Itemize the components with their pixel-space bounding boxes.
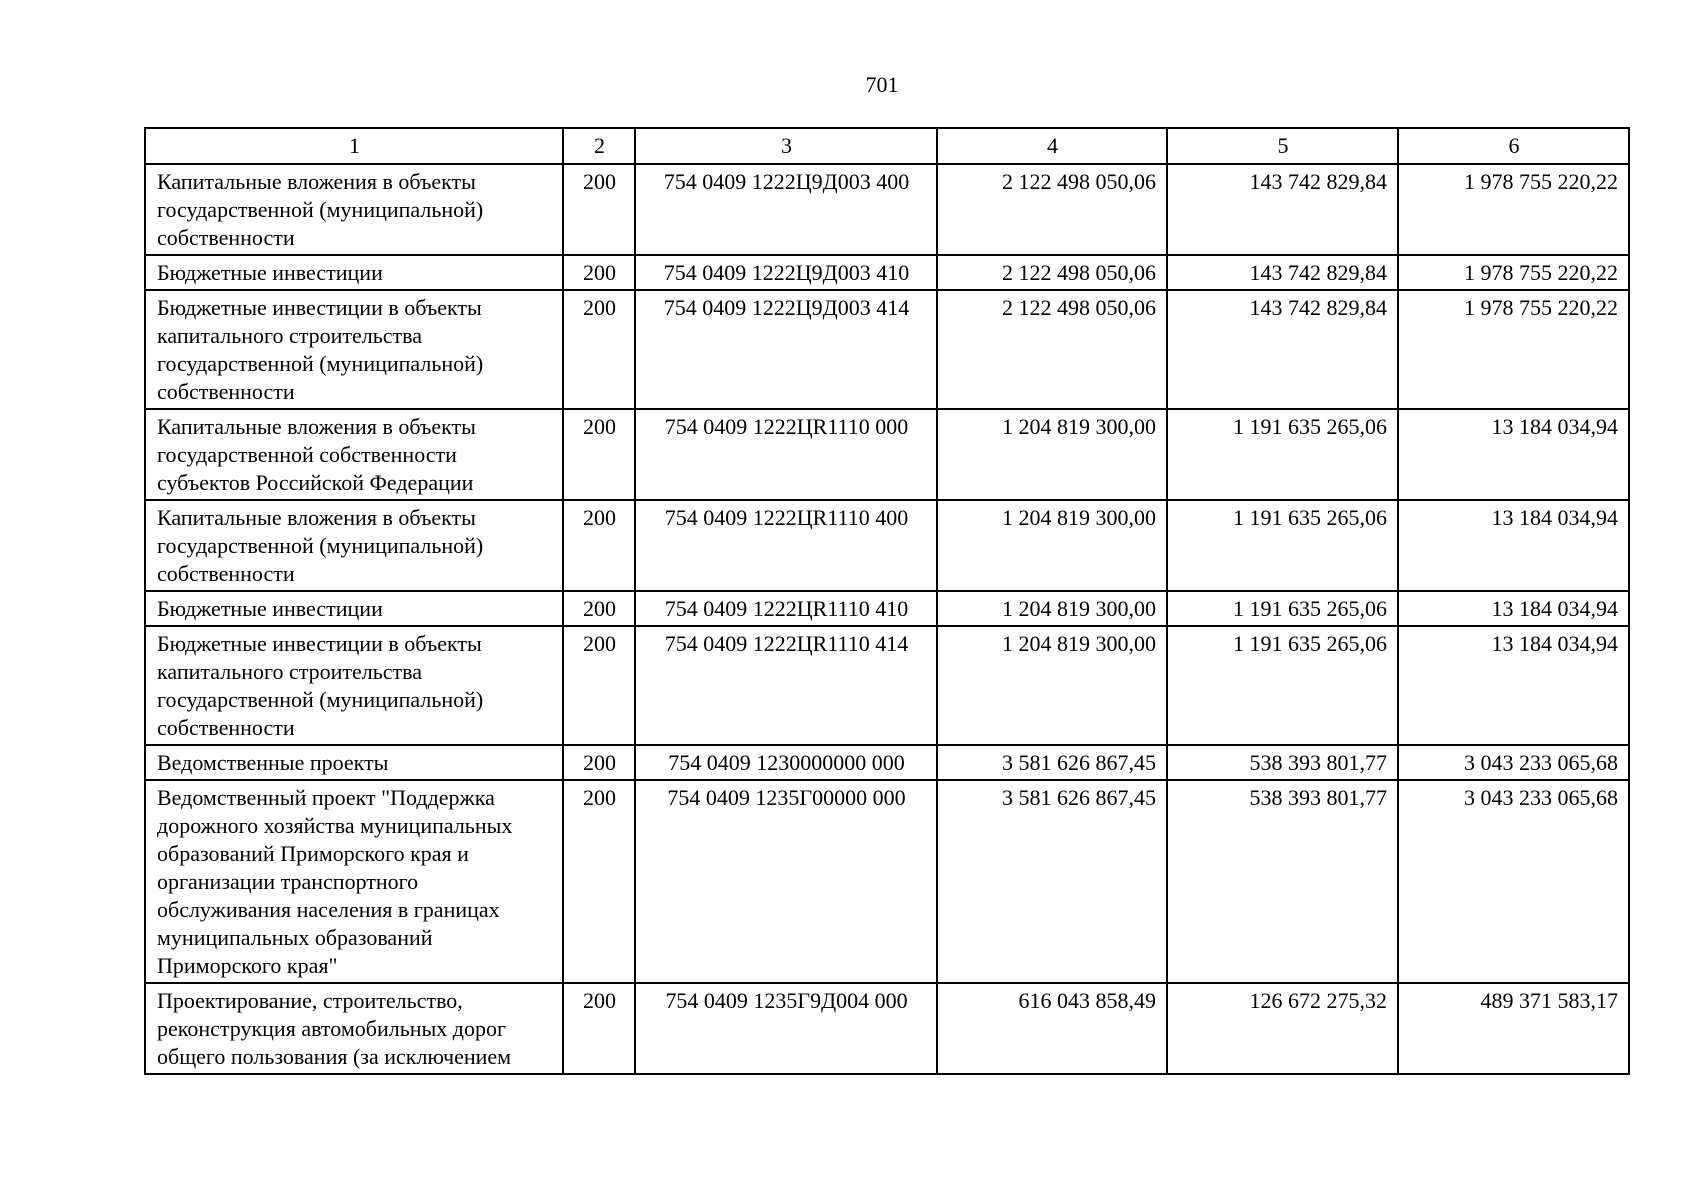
table-row [145, 591, 1629, 626]
row-code: 754 0409 1235Г9Д004 000 [635, 983, 937, 1074]
row-value-5: 143 742 829,84 [1167, 290, 1398, 409]
row-name: Бюджетные инвестиции [145, 255, 563, 290]
row-value-4: 2 122 498 050,06 [937, 255, 1167, 290]
row-value-5: 1 191 635 265,06 [1167, 409, 1398, 500]
row-value-6: 13 184 034,94 [1398, 626, 1629, 745]
header-cell-2: 2 [563, 128, 635, 164]
header-cell-5: 5 [1167, 128, 1398, 164]
row-value-6: 1 978 755 220,22 [1398, 164, 1629, 255]
row-value-4: 616 043 858,49 [937, 983, 1167, 1074]
row-value-5: 143 742 829,84 [1167, 255, 1398, 290]
row-col2: 200 [563, 290, 635, 409]
header-cell-3: 3 [635, 128, 937, 164]
row-code: 754 0409 1222Ц9Д003 410 [635, 255, 937, 290]
row-code: 754 0409 1222Ц9Д003 400 [635, 164, 937, 255]
row-name: Ведомственный проект "Поддержка дорожного хозяйства муниципальных образований Приморского края и организации транспортного обслуживания населения в границах муниципальных образований Приморского края" [145, 780, 563, 983]
header-row [145, 128, 1629, 164]
row-value-5: 143 742 829,84 [1167, 164, 1398, 255]
row-col2: 200 [563, 780, 635, 983]
row-col2: 200 [563, 409, 635, 500]
row-value-5: 1 191 635 265,06 [1167, 626, 1398, 745]
table-row [145, 164, 1629, 255]
row-col2: 200 [563, 255, 635, 290]
row-value-6: 489 371 583,17 [1398, 983, 1629, 1074]
row-code: 754 0409 1222ЦR1110 000 [635, 409, 937, 500]
row-value-6: 1 978 755 220,22 [1398, 255, 1629, 290]
row-value-4: 1 204 819 300,00 [937, 409, 1167, 500]
table-row [145, 255, 1629, 290]
row-value-6: 13 184 034,94 [1398, 591, 1629, 626]
row-value-5: 1 191 635 265,06 [1167, 500, 1398, 591]
row-name: Бюджетные инвестиции в объекты капитального строительства государственной (муниципальной) собственности [145, 290, 563, 409]
row-col2: 200 [563, 745, 635, 780]
row-value-4: 3 581 626 867,45 [937, 780, 1167, 983]
row-name: Проектирование, строительство, реконструкция автомобильных дорог общего пользования (за исключением [145, 983, 563, 1074]
row-code: 754 0409 1222ЦR1110 414 [635, 626, 937, 745]
row-value-5: 538 393 801,77 [1167, 745, 1398, 780]
row-col2: 200 [563, 500, 635, 591]
row-col2: 200 [563, 983, 635, 1074]
row-code: 754 0409 1222Ц9Д003 414 [635, 290, 937, 409]
table-row [145, 626, 1629, 745]
row-value-5: 538 393 801,77 [1167, 780, 1398, 983]
row-col2: 200 [563, 591, 635, 626]
table-row [145, 983, 1629, 1074]
header-cell-4: 4 [937, 128, 1167, 164]
row-value-4: 1 204 819 300,00 [937, 626, 1167, 745]
page-number: 701 [865, 72, 899, 97]
row-name: Капитальные вложения в объекты государственной (муниципальной) собственности [145, 164, 563, 255]
header-cell-6: 6 [1398, 128, 1629, 164]
row-col2: 200 [563, 164, 635, 255]
row-name: Бюджетные инвестиции в объекты капитального строительства государственной (муниципальной) собственности [145, 626, 563, 745]
budget-table [144, 127, 1630, 1075]
header-cell-1: 1 [145, 128, 563, 164]
row-name: Бюджетные инвестиции [145, 591, 563, 626]
table-row [145, 409, 1629, 500]
row-code: 754 0409 1222ЦR1110 410 [635, 591, 937, 626]
row-name: Капитальные вложения в объекты государственной собственности субъектов Российской Федерации [145, 409, 563, 500]
row-value-4: 2 122 498 050,06 [937, 164, 1167, 255]
row-name: Капитальные вложения в объекты государственной (муниципальной) собственности [145, 500, 563, 591]
table-row [145, 290, 1629, 409]
row-value-6: 13 184 034,94 [1398, 409, 1629, 500]
row-name: Ведомственные проекты [145, 745, 563, 780]
table-row [145, 745, 1629, 780]
row-value-6: 13 184 034,94 [1398, 500, 1629, 591]
row-value-5: 126 672 275,32 [1167, 983, 1398, 1074]
row-value-4: 3 581 626 867,45 [937, 745, 1167, 780]
row-value-5: 1 191 635 265,06 [1167, 591, 1398, 626]
row-value-4: 1 204 819 300,00 [937, 591, 1167, 626]
row-value-6: 1 978 755 220,22 [1398, 290, 1629, 409]
row-code: 754 0409 1230000000 000 [635, 745, 937, 780]
row-value-4: 1 204 819 300,00 [937, 500, 1167, 591]
table-body [145, 164, 1629, 1074]
row-code: 754 0409 1222ЦR1110 400 [635, 500, 937, 591]
table-row [145, 500, 1629, 591]
row-value-6: 3 043 233 065,68 [1398, 780, 1629, 983]
row-value-4: 2 122 498 050,06 [937, 290, 1167, 409]
row-col2: 200 [563, 626, 635, 745]
table-row [145, 780, 1629, 983]
row-code: 754 0409 1235Г00000 000 [635, 780, 937, 983]
row-value-6: 3 043 233 065,68 [1398, 745, 1629, 780]
table-header [145, 128, 1629, 164]
